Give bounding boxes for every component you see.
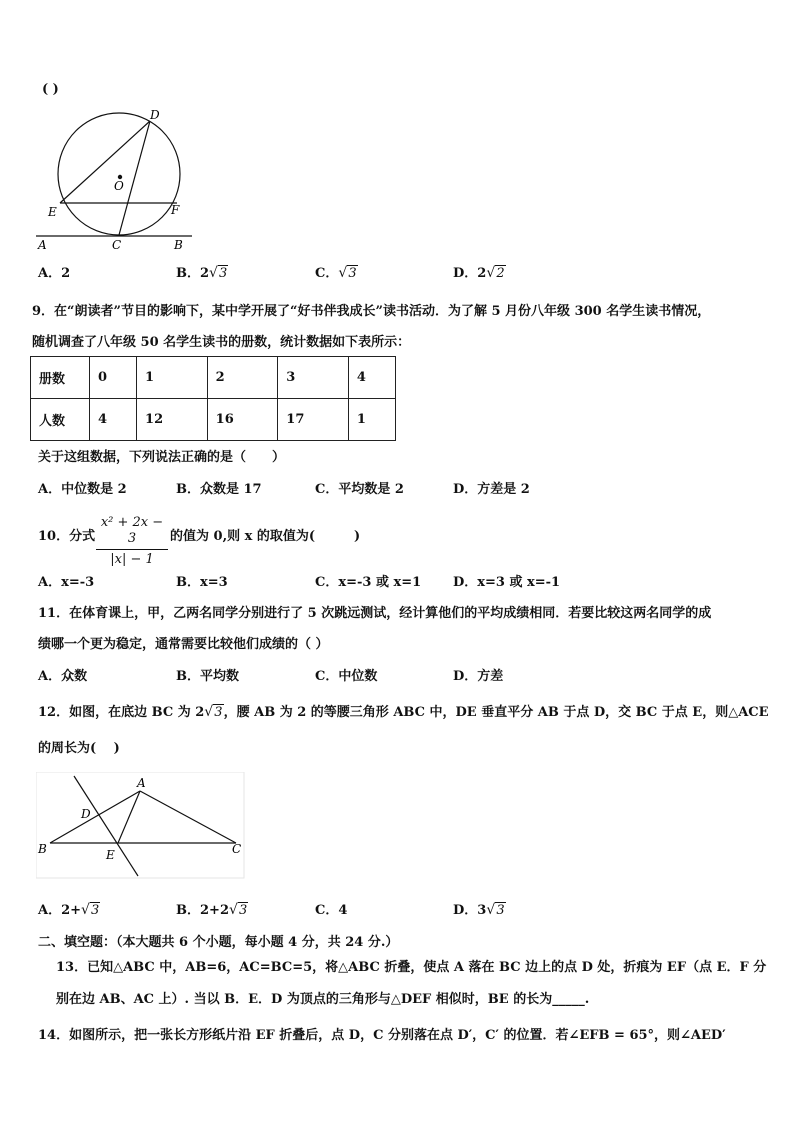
q8-circle-figure	[30, 100, 200, 255]
table-cell: 0	[90, 357, 137, 399]
q9-line-2: 随机调查了八年级 50 名学生读书的册数，统计数据如下表所示：	[32, 335, 411, 350]
q8-option-b[interactable]: B．2√ 3	[176, 266, 228, 282]
segment-ae	[118, 791, 140, 843]
q11-line-2: 绩哪一个更为稳定，通常需要比较他们成绩的（ ）	[38, 637, 329, 652]
side-ac	[140, 791, 236, 843]
q12-line-1: 12．如图，在底边 BC 为 2√ 3，腰 AB 为 2 的等腰三角形 ABC 中，DE 垂直平分 AB 于点 D，交 BC 于点 E，则△ACE	[38, 705, 769, 721]
label-e: E	[106, 848, 115, 862]
table-header-cell: 册数	[31, 357, 90, 399]
q12-triangle-figure	[36, 772, 246, 880]
q9-option-b[interactable]: B．众数是 17	[176, 482, 262, 497]
label-d: D	[81, 807, 91, 821]
table-cell: 4	[348, 357, 395, 399]
q12-line-2: 的周长为( )	[38, 741, 120, 756]
q10-option-a[interactable]: A．x=-3	[38, 575, 95, 590]
q9-data-table	[30, 356, 396, 441]
q11-option-d[interactable]: D．方差	[453, 669, 504, 684]
label-d: D	[150, 108, 160, 122]
q11-line-1: 11．在体育课上，甲，乙两名同学分别进行了 5 次跳远测试，经计算他们的平均成绩相同．若要比较这两名同学的成	[38, 606, 712, 621]
label-o: O	[114, 179, 124, 193]
table-cell: 17	[278, 399, 349, 441]
q10-fraction	[96, 515, 168, 568]
table-cell: 3	[278, 357, 349, 399]
label-b: B	[38, 842, 47, 856]
q12-option-b[interactable]: B．2+2√ 3	[176, 903, 248, 919]
chord-cd	[119, 121, 150, 235]
q14-line-1: 14．如图所示，把一张长方形纸片沿 EF 折叠后，点 D，C 分别落在点 D′，C′ 的位置．若∠EFB = 65°，则∠AED′	[38, 1028, 726, 1043]
label-a: A	[137, 776, 146, 790]
label-c: C	[232, 842, 242, 856]
q9-line-1: 9．在“朗读者”节目的影响下，某中学开展了“好书伴我成长”读书活动．为了解 5 月份八年级 300 名学生读书情况，	[32, 304, 711, 319]
label-f: F	[171, 203, 180, 217]
q12-option-c[interactable]: C．4	[315, 903, 348, 918]
table-header-cell: 人数	[31, 399, 90, 441]
q9-question: 关于这组数据，下列说法正确的是（ ）	[38, 450, 286, 465]
label-b: B	[174, 238, 183, 252]
side-ab	[50, 791, 140, 843]
q11-option-b[interactable]: B．平均数	[176, 669, 239, 684]
table-row	[31, 399, 396, 441]
q10-option-d[interactable]: D．x=3 或 x=-1	[453, 575, 561, 590]
q13-line-2: 别在边 AB、AC 上）. 当以 B．E．D 为顶点的三角形与△DEF 相似时，BE 的长为_____.	[56, 992, 590, 1007]
fraction-numerator: x² + 2x − 3	[100, 515, 164, 546]
label-e: E	[48, 205, 57, 219]
q8-paren: ( )	[42, 82, 59, 97]
q10-prefix: 10．分式	[38, 529, 96, 544]
q12-option-a[interactable]: A．2+√ 3	[38, 903, 100, 919]
label-c: C	[112, 238, 122, 252]
circle-o	[58, 113, 180, 235]
table-cell: 16	[207, 399, 278, 441]
table-cell: 1	[137, 357, 208, 399]
table-cell: 1	[348, 399, 395, 441]
q11-option-c[interactable]: C．中位数	[315, 669, 378, 684]
q8-option-c[interactable]: C．√ 3	[315, 266, 358, 282]
q12-option-d[interactable]: D．3√ 3	[453, 903, 506, 919]
q9-option-c[interactable]: C．平均数是 2	[315, 482, 404, 497]
q9-option-a[interactable]: A．中位数是 2	[38, 482, 127, 497]
label-a: A	[38, 238, 47, 252]
table-cell: 12	[137, 399, 208, 441]
q9-option-d[interactable]: D．方差是 2	[453, 482, 530, 497]
q8-option-a[interactable]: A．2	[38, 266, 71, 281]
fraction-bar	[96, 549, 168, 550]
q10-option-b[interactable]: B．x=3	[176, 575, 228, 590]
q11-option-a[interactable]: A．众数	[38, 669, 88, 684]
q8-option-d[interactable]: D．2√ 2	[453, 266, 506, 282]
table-row	[31, 357, 396, 399]
q10-suffix: 的值为 0,则 x 的取值为( )	[170, 529, 361, 544]
table-cell: 4	[90, 399, 137, 441]
table-cell: 2	[207, 357, 278, 399]
q10-option-c[interactable]: C．x=-3 或 x=1	[315, 575, 422, 590]
fraction-denominator: |x| − 1	[110, 552, 154, 567]
q13-line-1: 13．已知△ABC 中，AB=6，AC=BC=5，将△ABC 折叠，使点 A 落在 BC 边上的点 D 处，折痕为 EF（点 E．F 分	[56, 960, 767, 975]
section-2-title: 二、填空题：（本大题共 6 个小题，每小题 4 分，共 24 分.）	[38, 935, 399, 950]
